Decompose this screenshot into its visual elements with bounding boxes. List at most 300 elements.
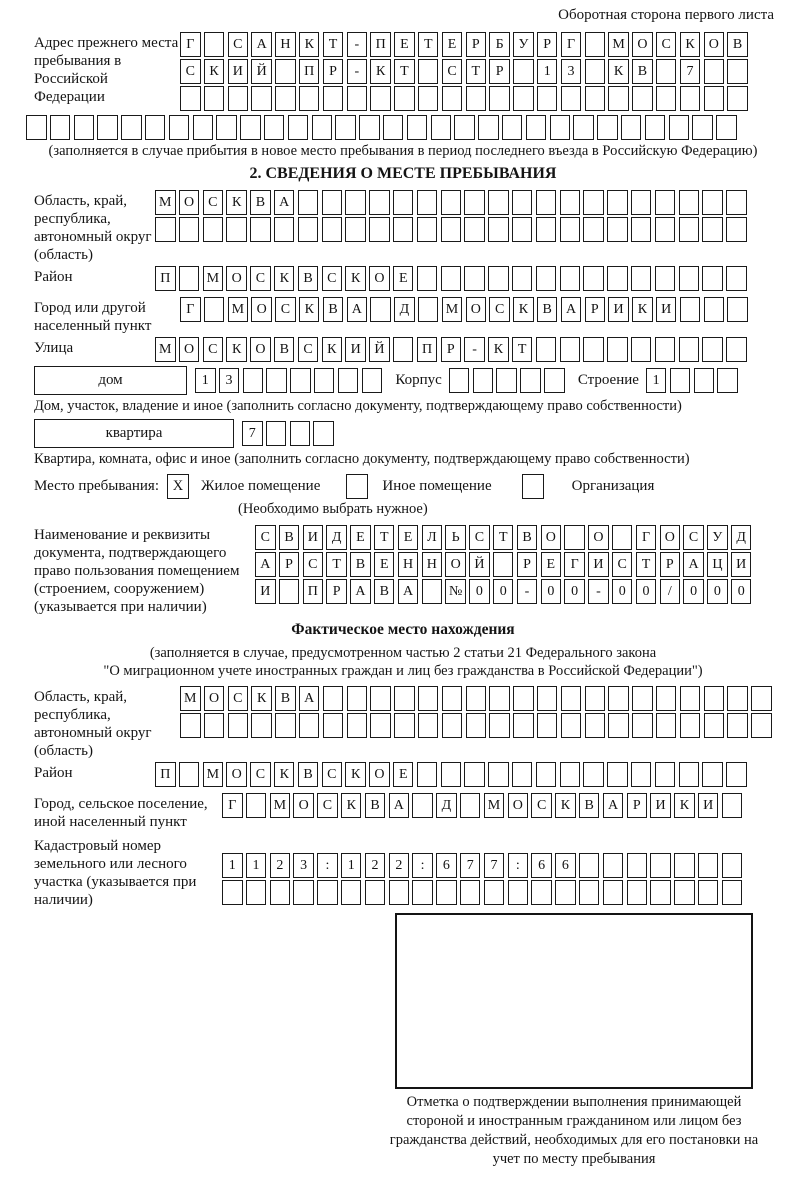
char-box[interactable]: К	[345, 266, 366, 291]
char-box[interactable]	[293, 880, 314, 905]
char-box[interactable]: Д	[326, 525, 347, 550]
char-box[interactable]: 6	[436, 853, 457, 878]
char-box[interactable]	[365, 880, 386, 905]
char-box[interactable]: К	[299, 297, 320, 322]
char-box[interactable]	[288, 115, 309, 140]
char-box[interactable]	[418, 86, 439, 111]
char-box[interactable]: К	[226, 190, 247, 215]
char-box[interactable]: О	[508, 793, 529, 818]
char-box[interactable]	[583, 217, 604, 242]
char-box[interactable]	[222, 880, 243, 905]
char-box[interactable]: С	[303, 552, 324, 577]
char-box[interactable]: М	[155, 337, 176, 362]
char-box[interactable]	[418, 297, 439, 322]
char-box[interactable]: М	[270, 793, 291, 818]
char-box[interactable]: А	[603, 793, 624, 818]
char-box[interactable]	[650, 880, 671, 905]
char-box[interactable]	[240, 115, 261, 140]
char-box[interactable]: С	[489, 297, 510, 322]
char-box[interactable]	[155, 217, 176, 242]
char-box[interactable]	[520, 368, 541, 393]
char-box[interactable]: С	[298, 337, 319, 362]
char-box[interactable]	[560, 266, 581, 291]
char-box[interactable]	[251, 713, 272, 738]
char-box[interactable]: Б	[489, 32, 510, 57]
char-box[interactable]	[583, 337, 604, 362]
char-box[interactable]	[228, 713, 249, 738]
char-box[interactable]	[393, 217, 414, 242]
char-box[interactable]: М	[442, 297, 463, 322]
char-box[interactable]: С	[612, 552, 633, 577]
char-box[interactable]	[412, 880, 433, 905]
char-box[interactable]	[290, 421, 311, 446]
char-box[interactable]	[145, 115, 166, 140]
stay-type-checkbox-other[interactable]	[346, 474, 368, 499]
char-box[interactable]	[656, 713, 677, 738]
char-box[interactable]	[496, 368, 517, 393]
char-box[interactable]	[488, 762, 509, 787]
char-box[interactable]: М	[180, 686, 201, 711]
char-box[interactable]	[560, 190, 581, 215]
char-box[interactable]	[597, 115, 618, 140]
char-box[interactable]: Т	[493, 525, 514, 550]
char-box[interactable]: П	[417, 337, 438, 362]
char-box[interactable]: И	[608, 297, 629, 322]
char-box[interactable]	[338, 368, 359, 393]
char-box[interactable]: Т	[512, 337, 533, 362]
char-box[interactable]	[631, 266, 652, 291]
char-box[interactable]: К	[204, 59, 225, 84]
char-box[interactable]: И	[255, 579, 276, 604]
char-box[interactable]	[680, 297, 701, 322]
char-box[interactable]	[407, 115, 428, 140]
char-box[interactable]	[299, 713, 320, 738]
char-box[interactable]	[279, 579, 300, 604]
char-box[interactable]	[655, 217, 676, 242]
char-box[interactable]	[246, 793, 267, 818]
char-box[interactable]: С	[469, 525, 490, 550]
char-box[interactable]	[669, 115, 690, 140]
char-box[interactable]	[513, 86, 534, 111]
char-box[interactable]	[726, 337, 747, 362]
char-box[interactable]: С	[442, 59, 463, 84]
char-box[interactable]: О	[632, 32, 653, 57]
char-box[interactable]	[679, 190, 700, 215]
char-box[interactable]	[526, 115, 547, 140]
char-box[interactable]	[608, 713, 629, 738]
char-box[interactable]: М	[608, 32, 629, 57]
char-box[interactable]: Р	[517, 552, 538, 577]
char-box[interactable]: П	[155, 266, 176, 291]
char-box[interactable]	[274, 217, 295, 242]
char-box[interactable]: К	[341, 793, 362, 818]
char-box[interactable]	[645, 115, 666, 140]
char-box[interactable]	[722, 880, 743, 905]
char-box[interactable]: Р	[627, 793, 648, 818]
char-box[interactable]: С	[317, 793, 338, 818]
char-box[interactable]: Е	[398, 525, 419, 550]
char-box[interactable]: 6	[531, 853, 552, 878]
char-box[interactable]	[370, 86, 391, 111]
char-box[interactable]	[555, 880, 576, 905]
char-box[interactable]: А	[389, 793, 410, 818]
char-box[interactable]	[454, 115, 475, 140]
char-box[interactable]: 1	[537, 59, 558, 84]
char-box[interactable]: Й	[251, 59, 272, 84]
char-box[interactable]	[313, 421, 334, 446]
char-box[interactable]: О	[250, 337, 271, 362]
char-box[interactable]	[466, 686, 487, 711]
char-box[interactable]: С	[250, 266, 271, 291]
char-box[interactable]	[585, 86, 606, 111]
char-box[interactable]: К	[226, 337, 247, 362]
char-box[interactable]	[607, 337, 628, 362]
char-box[interactable]: 7	[680, 59, 701, 84]
char-box[interactable]: К	[274, 762, 295, 787]
char-box[interactable]	[466, 713, 487, 738]
char-box[interactable]	[464, 762, 485, 787]
char-box[interactable]	[370, 297, 391, 322]
char-box[interactable]: Г	[222, 793, 243, 818]
char-box[interactable]	[204, 86, 225, 111]
char-box[interactable]	[726, 217, 747, 242]
char-box[interactable]	[226, 217, 247, 242]
char-box[interactable]: 1	[341, 853, 362, 878]
char-box[interactable]	[603, 880, 624, 905]
char-box[interactable]	[704, 686, 725, 711]
char-box[interactable]	[298, 217, 319, 242]
char-box[interactable]: Р	[466, 32, 487, 57]
char-box[interactable]: О	[466, 297, 487, 322]
char-box[interactable]	[655, 762, 676, 787]
char-box[interactable]	[393, 337, 414, 362]
char-box[interactable]	[702, 337, 723, 362]
char-box[interactable]	[341, 880, 362, 905]
char-box[interactable]	[512, 190, 533, 215]
char-box[interactable]	[441, 217, 462, 242]
char-box[interactable]	[726, 266, 747, 291]
char-box[interactable]: В	[323, 297, 344, 322]
char-box[interactable]	[441, 190, 462, 215]
char-box[interactable]	[488, 190, 509, 215]
char-box[interactable]: -	[588, 579, 609, 604]
char-box[interactable]: Г	[180, 32, 201, 57]
char-box[interactable]: С	[683, 525, 704, 550]
char-box[interactable]	[585, 686, 606, 711]
char-box[interactable]	[322, 217, 343, 242]
char-box[interactable]: Л	[422, 525, 443, 550]
char-box[interactable]	[50, 115, 71, 140]
char-box[interactable]	[650, 853, 671, 878]
char-box[interactable]	[627, 880, 648, 905]
char-box[interactable]: А	[274, 190, 295, 215]
char-box[interactable]: С	[180, 59, 201, 84]
char-box[interactable]	[246, 880, 267, 905]
char-box[interactable]: К	[555, 793, 576, 818]
char-box[interactable]: А	[561, 297, 582, 322]
char-box[interactable]: А	[350, 579, 371, 604]
char-box[interactable]	[489, 686, 510, 711]
char-box[interactable]	[607, 190, 628, 215]
char-box[interactable]	[473, 368, 494, 393]
char-box[interactable]	[347, 86, 368, 111]
char-box[interactable]	[536, 266, 557, 291]
char-box[interactable]	[631, 337, 652, 362]
char-box[interactable]: В	[350, 552, 371, 577]
char-box[interactable]	[508, 880, 529, 905]
char-box[interactable]	[704, 713, 725, 738]
char-box[interactable]: Е	[374, 552, 395, 577]
char-box[interactable]: -	[517, 579, 538, 604]
char-box[interactable]: 0	[493, 579, 514, 604]
char-box[interactable]	[692, 115, 713, 140]
char-box[interactable]	[460, 880, 481, 905]
char-box[interactable]: Т	[374, 525, 395, 550]
char-box[interactable]	[680, 686, 701, 711]
char-box[interactable]: С	[322, 266, 343, 291]
char-box[interactable]: Г	[561, 32, 582, 57]
char-box[interactable]	[607, 762, 628, 787]
char-box[interactable]	[656, 59, 677, 84]
char-box[interactable]	[418, 59, 439, 84]
char-box[interactable]	[323, 686, 344, 711]
char-box[interactable]	[536, 762, 557, 787]
char-box[interactable]	[417, 217, 438, 242]
char-box[interactable]: К	[345, 762, 366, 787]
char-box[interactable]	[655, 266, 676, 291]
char-box[interactable]: Д	[436, 793, 457, 818]
char-box[interactable]	[704, 297, 725, 322]
char-box[interactable]	[393, 190, 414, 215]
char-box[interactable]: Т	[636, 552, 657, 577]
char-box[interactable]	[266, 421, 287, 446]
char-box[interactable]: Т	[466, 59, 487, 84]
char-box[interactable]	[290, 368, 311, 393]
char-box[interactable]: О	[704, 32, 725, 57]
char-box[interactable]: 7	[460, 853, 481, 878]
char-box[interactable]: А	[398, 579, 419, 604]
char-box[interactable]	[585, 32, 606, 57]
char-box[interactable]: О	[293, 793, 314, 818]
char-box[interactable]: 3	[219, 368, 240, 393]
char-box[interactable]	[412, 793, 433, 818]
char-box[interactable]: Е	[350, 525, 371, 550]
char-box[interactable]	[583, 190, 604, 215]
char-box[interactable]	[179, 266, 200, 291]
char-box[interactable]: С	[656, 32, 677, 57]
char-box[interactable]	[560, 337, 581, 362]
char-box[interactable]	[702, 762, 723, 787]
char-box[interactable]	[323, 713, 344, 738]
char-box[interactable]: И	[650, 793, 671, 818]
char-box[interactable]	[466, 86, 487, 111]
char-box[interactable]	[322, 190, 343, 215]
char-box[interactable]	[561, 686, 582, 711]
char-box[interactable]	[464, 217, 485, 242]
char-box[interactable]	[727, 686, 748, 711]
char-box[interactable]: У	[513, 32, 534, 57]
char-box[interactable]: 2	[270, 853, 291, 878]
char-box[interactable]: 0	[636, 579, 657, 604]
char-box[interactable]: :	[412, 853, 433, 878]
char-box[interactable]	[370, 686, 391, 711]
char-box[interactable]	[345, 217, 366, 242]
char-box[interactable]: -	[347, 32, 368, 57]
char-box[interactable]: В	[537, 297, 558, 322]
char-box[interactable]	[537, 686, 558, 711]
char-box[interactable]: В	[727, 32, 748, 57]
char-box[interactable]: О	[660, 525, 681, 550]
char-box[interactable]	[317, 880, 338, 905]
char-box[interactable]: Р	[660, 552, 681, 577]
char-box[interactable]: О	[588, 525, 609, 550]
char-box[interactable]	[299, 86, 320, 111]
char-box[interactable]	[418, 686, 439, 711]
char-box[interactable]	[631, 762, 652, 787]
char-box[interactable]	[531, 880, 552, 905]
char-box[interactable]: Р	[537, 32, 558, 57]
char-box[interactable]	[464, 190, 485, 215]
char-box[interactable]: Д	[394, 297, 415, 322]
char-box[interactable]	[679, 266, 700, 291]
char-box[interactable]: П	[299, 59, 320, 84]
char-box[interactable]: Т	[394, 59, 415, 84]
char-box[interactable]	[656, 86, 677, 111]
char-box[interactable]	[484, 880, 505, 905]
char-box[interactable]	[655, 337, 676, 362]
char-box[interactable]	[275, 713, 296, 738]
char-box[interactable]	[418, 713, 439, 738]
char-box[interactable]	[383, 115, 404, 140]
char-box[interactable]: С	[250, 762, 271, 787]
char-box[interactable]	[74, 115, 95, 140]
char-box[interactable]: 0	[731, 579, 752, 604]
char-box[interactable]: 6	[555, 853, 576, 878]
char-box[interactable]	[680, 713, 701, 738]
char-box[interactable]: 7	[484, 853, 505, 878]
char-box[interactable]: К	[251, 686, 272, 711]
char-box[interactable]	[179, 762, 200, 787]
char-box[interactable]	[179, 217, 200, 242]
char-box[interactable]: А	[251, 32, 272, 57]
char-box[interactable]	[544, 368, 565, 393]
char-box[interactable]	[513, 713, 534, 738]
char-box[interactable]: О	[251, 297, 272, 322]
char-box[interactable]: О	[445, 552, 466, 577]
char-box[interactable]	[250, 217, 271, 242]
char-box[interactable]: Г	[180, 297, 201, 322]
char-box[interactable]	[266, 368, 287, 393]
char-box[interactable]	[275, 86, 296, 111]
char-box[interactable]	[717, 368, 738, 393]
char-box[interactable]: С	[228, 686, 249, 711]
char-box[interactable]: О	[226, 762, 247, 787]
char-box[interactable]	[370, 713, 391, 738]
char-box[interactable]	[612, 525, 633, 550]
char-box[interactable]: 0	[469, 579, 490, 604]
char-box[interactable]	[464, 266, 485, 291]
char-box[interactable]: Е	[393, 762, 414, 787]
char-box[interactable]: Й	[369, 337, 390, 362]
char-box[interactable]	[561, 86, 582, 111]
char-box[interactable]: С	[255, 525, 276, 550]
char-box[interactable]	[631, 217, 652, 242]
char-box[interactable]	[536, 337, 557, 362]
char-box[interactable]: М	[484, 793, 505, 818]
char-box[interactable]	[632, 86, 653, 111]
char-box[interactable]	[216, 115, 237, 140]
char-box[interactable]	[631, 190, 652, 215]
char-box[interactable]	[655, 190, 676, 215]
char-box[interactable]	[121, 115, 142, 140]
char-box[interactable]	[251, 86, 272, 111]
char-box[interactable]	[312, 115, 333, 140]
char-box[interactable]: Р	[489, 59, 510, 84]
char-box[interactable]: 1	[646, 368, 667, 393]
char-box[interactable]: С	[275, 297, 296, 322]
char-box[interactable]: Е	[394, 32, 415, 57]
char-box[interactable]	[394, 686, 415, 711]
char-box[interactable]	[345, 190, 366, 215]
char-box[interactable]	[607, 217, 628, 242]
char-box[interactable]: М	[203, 266, 224, 291]
char-box[interactable]	[394, 713, 415, 738]
char-box[interactable]: Е	[541, 552, 562, 577]
char-box[interactable]: Г	[636, 525, 657, 550]
char-box[interactable]: 0	[564, 579, 585, 604]
char-box[interactable]: А	[299, 686, 320, 711]
char-box[interactable]: К	[488, 337, 509, 362]
char-box[interactable]	[335, 115, 356, 140]
char-box[interactable]	[203, 217, 224, 242]
char-box[interactable]: 0	[707, 579, 728, 604]
char-box[interactable]: И	[656, 297, 677, 322]
char-box[interactable]: 2	[389, 853, 410, 878]
char-box[interactable]	[478, 115, 499, 140]
char-box[interactable]	[722, 793, 743, 818]
char-box[interactable]: Н	[275, 32, 296, 57]
char-box[interactable]	[513, 59, 534, 84]
char-box[interactable]: И	[731, 552, 752, 577]
char-box[interactable]	[603, 853, 624, 878]
char-box[interactable]: С	[322, 762, 343, 787]
char-box[interactable]: О	[369, 266, 390, 291]
char-box[interactable]: О	[541, 525, 562, 550]
char-box[interactable]: С	[203, 190, 224, 215]
char-box[interactable]	[608, 86, 629, 111]
char-box[interactable]	[550, 115, 571, 140]
char-box[interactable]	[441, 762, 462, 787]
char-box[interactable]: Д	[731, 525, 752, 550]
char-box[interactable]	[97, 115, 118, 140]
char-box[interactable]	[369, 190, 390, 215]
char-box[interactable]	[460, 793, 481, 818]
char-box[interactable]	[270, 880, 291, 905]
char-box[interactable]: В	[365, 793, 386, 818]
char-box[interactable]: 3	[561, 59, 582, 84]
char-box[interactable]	[489, 86, 510, 111]
char-box[interactable]	[621, 115, 642, 140]
char-box[interactable]	[561, 713, 582, 738]
char-box[interactable]: А	[255, 552, 276, 577]
char-box[interactable]: В	[298, 762, 319, 787]
char-box[interactable]: К	[632, 297, 653, 322]
char-box[interactable]	[702, 266, 723, 291]
char-box[interactable]: К	[513, 297, 534, 322]
char-box[interactable]	[656, 686, 677, 711]
char-box[interactable]	[727, 59, 748, 84]
char-box[interactable]	[512, 266, 533, 291]
